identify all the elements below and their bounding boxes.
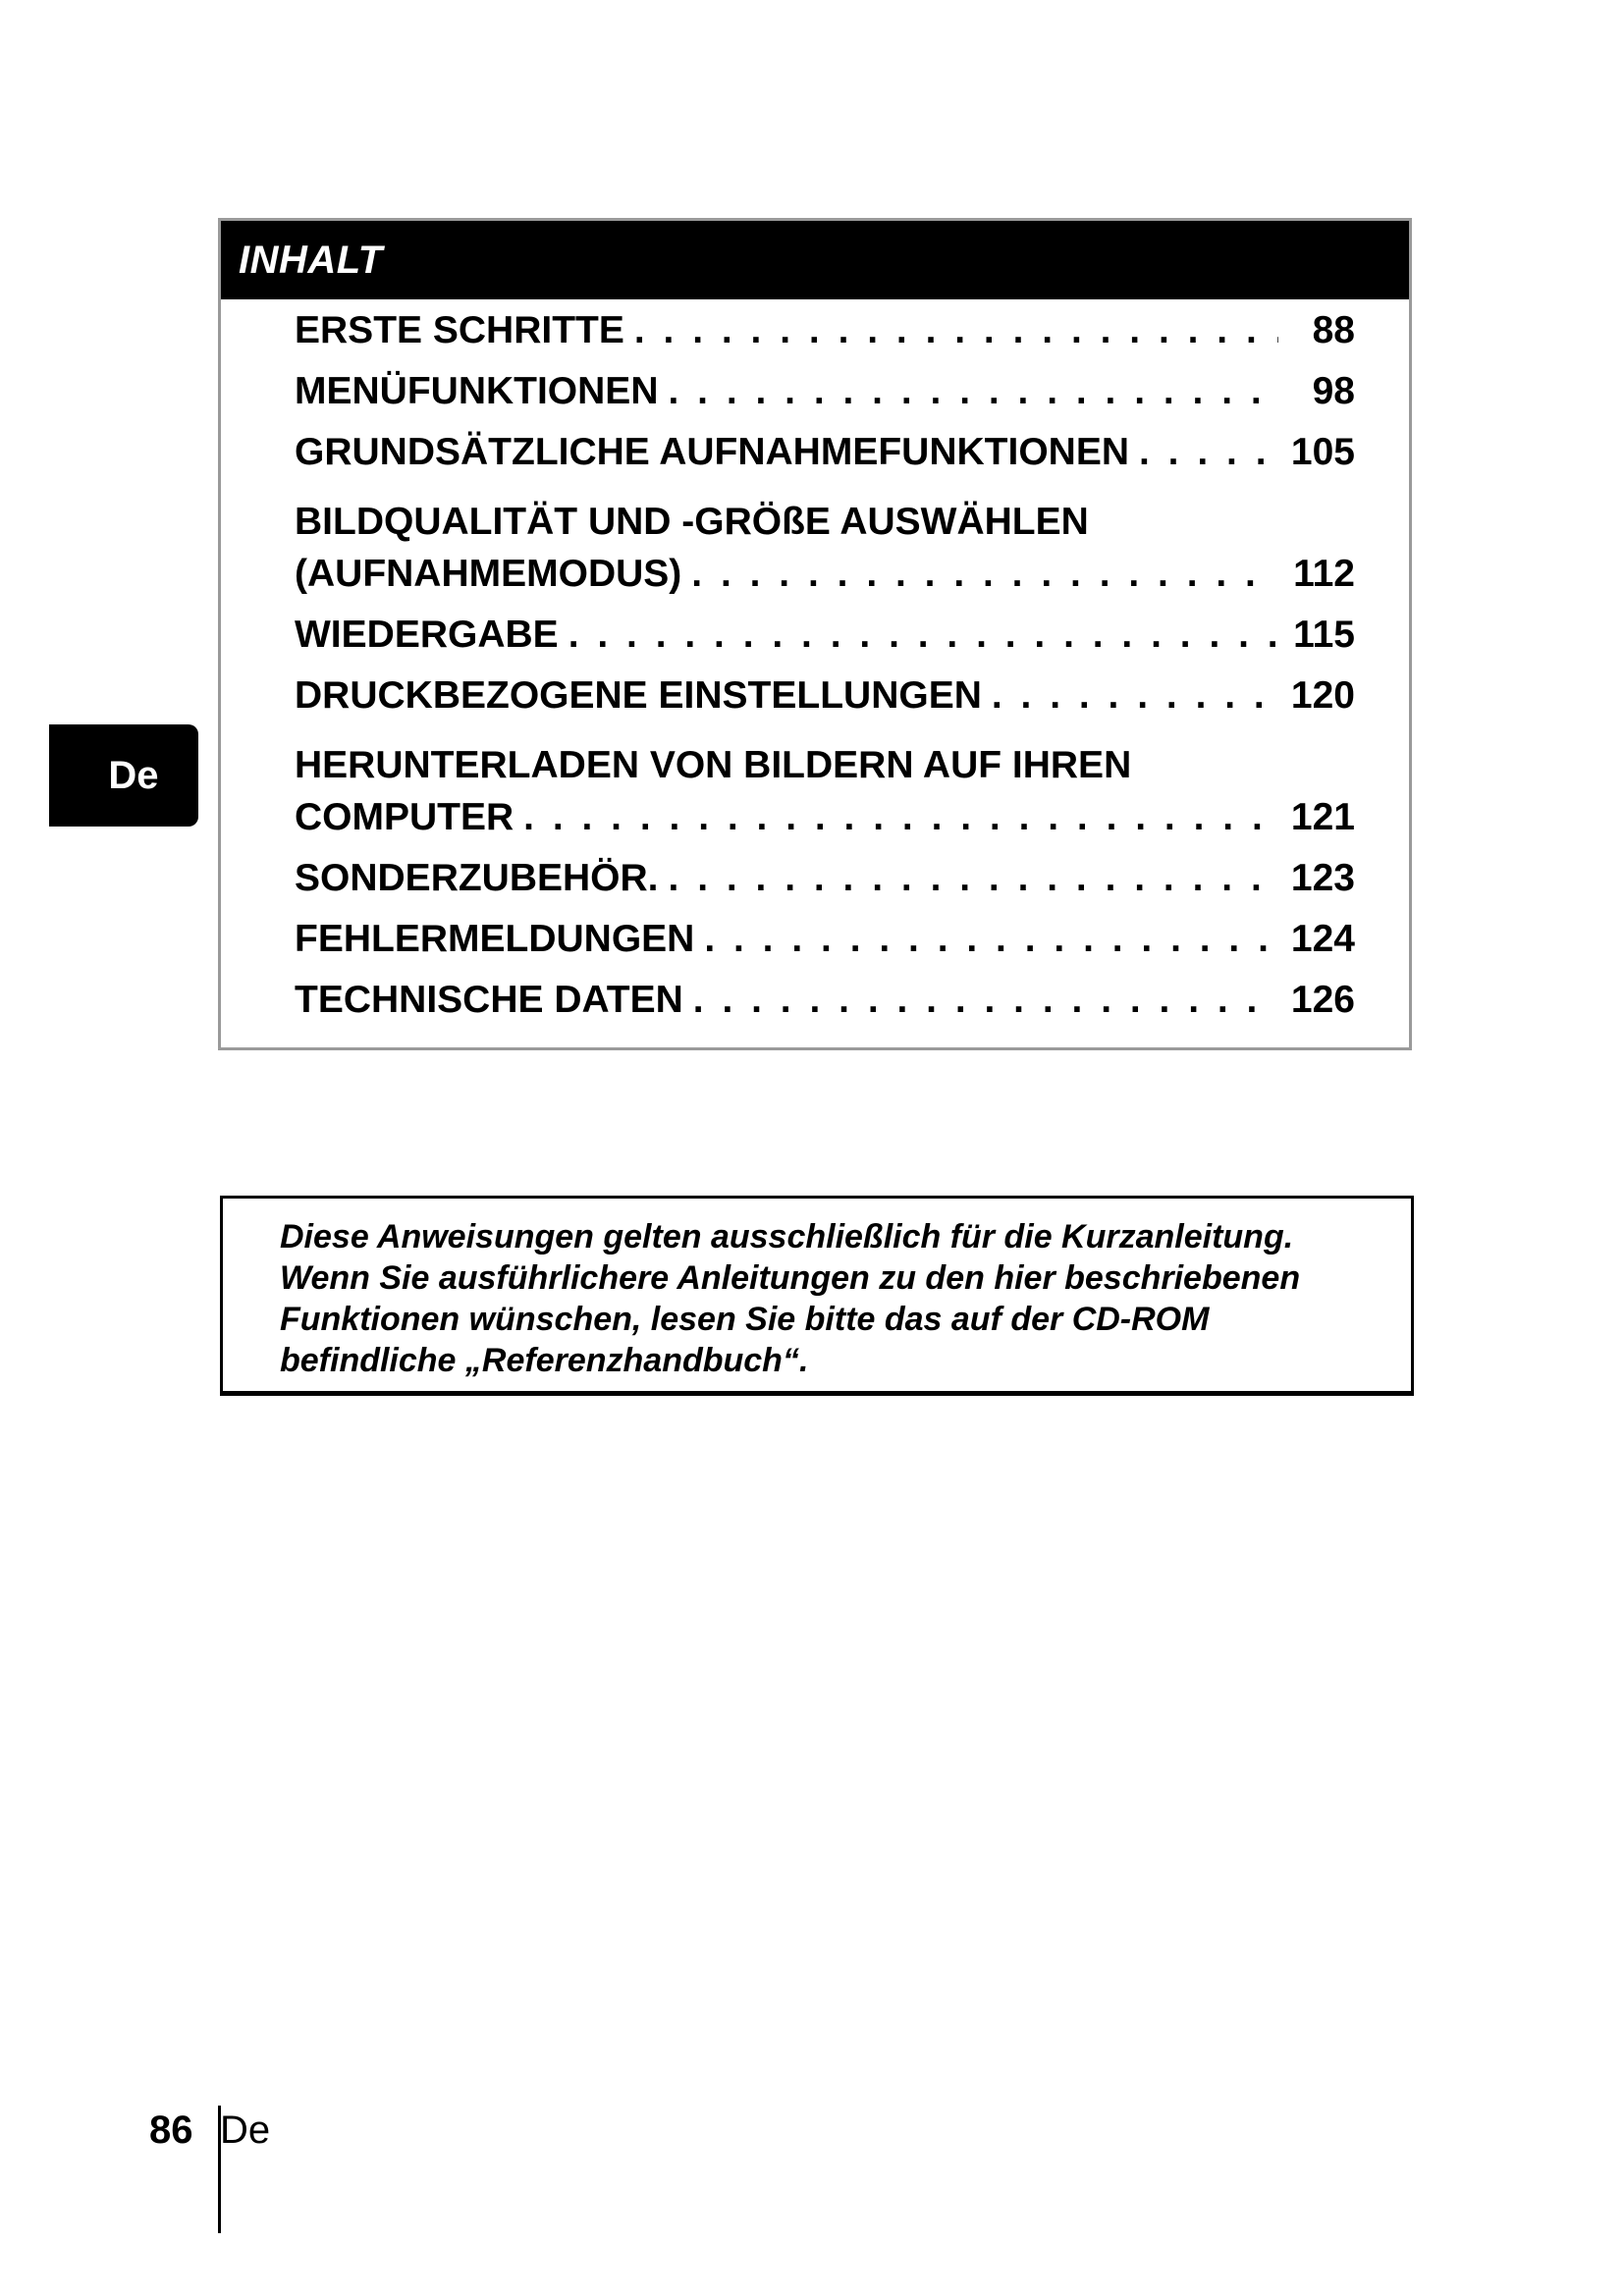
toc-leader-dots [704,918,1273,961]
toc-entry-title: WIEDERGABE [295,614,559,656]
footer-language: De [220,2109,271,2152]
toc-entry-page: 105 [1290,431,1355,473]
toc-header: INHALT [221,221,1409,299]
note-text [280,1216,1380,1381]
note-line: Wenn Sie ausführlichere Anleitungen zu den hier beschriebenen [280,1259,1301,1297]
toc-entry-title: COMPUTER [295,796,514,838]
toc-entry[interactable] [295,370,1355,431]
toc-entry-title: MENÜFUNKTIONEN [295,370,659,412]
toc-entry-title-line1[interactable]: BILDQUALITÄT UND -GRÖßE AUSWÄHLEN [295,501,1089,543]
toc-entry-page: 115 [1293,614,1355,656]
note-line: Funktionen wünschen, lesen Sie bitte das auf der CD-ROM [280,1301,1210,1338]
toc-leader-dots [1139,431,1273,474]
toc-entry-title: TECHNISCHE DATEN [295,979,683,1021]
toc-entry-page: 124 [1290,918,1355,960]
toc-entry-page: 121 [1290,796,1355,838]
toc-entry-title: (AUFNAHMEMODUS) [295,553,682,595]
language-tab: De [49,724,198,827]
note-box [220,1196,1414,1396]
note-line: Diese Anweisungen gelten ausschließlich für die Kurzanleitung. [280,1218,1294,1255]
toc-entry[interactable] [295,309,1355,370]
page-number: 86 [149,2109,193,2152]
toc-entry[interactable] [295,918,1355,979]
toc-entry[interactable] [295,979,1355,1040]
toc-entry-title: ERSTE SCHRITTE [295,309,624,351]
toc-leader-dots [634,309,1278,352]
toc-entry-title: GRUNDSÄTZLICHE AUFNAHMEFUNKTIONEN [295,431,1130,473]
toc-entry-page: 98 [1312,370,1355,412]
toc-leader-dots [568,614,1275,657]
toc-leader-dots [691,553,1275,596]
toc-entry-page: 120 [1290,674,1355,717]
toc-entry-page: 126 [1290,979,1355,1021]
toc-leader-dots [523,796,1273,839]
toc-entry[interactable] [295,614,1355,674]
note-line: befindliche „Referenzhandbuch“. [280,1342,809,1379]
toc-leader-dots [693,979,1273,1022]
toc-entry[interactable] [295,857,1355,918]
toc-list [295,309,1355,1040]
toc-entry[interactable] [295,796,1355,857]
toc-leader-dots [669,857,1273,900]
toc-entry-page: 123 [1290,857,1355,899]
toc-entry-title-line1[interactable]: HERUNTERLADEN VON BILDERN AUF IHREN [295,744,1132,786]
toc-leader-dots [992,674,1273,718]
toc-entry[interactable] [295,431,1355,492]
table-of-contents [218,218,1412,1050]
toc-entry-title: FEHLERMELDUNGEN [295,918,695,960]
toc-entry-title: DRUCKBEZOGENE EINSTELLUNGEN [295,674,982,717]
toc-entry-page: 88 [1312,309,1355,351]
toc-entry[interactable] [295,553,1355,614]
toc-entry-title: SONDERZUBEHÖR. [295,857,659,899]
toc-entry-page: 112 [1293,553,1355,595]
toc-entry[interactable] [295,674,1355,735]
toc-leader-dots [668,370,1278,413]
